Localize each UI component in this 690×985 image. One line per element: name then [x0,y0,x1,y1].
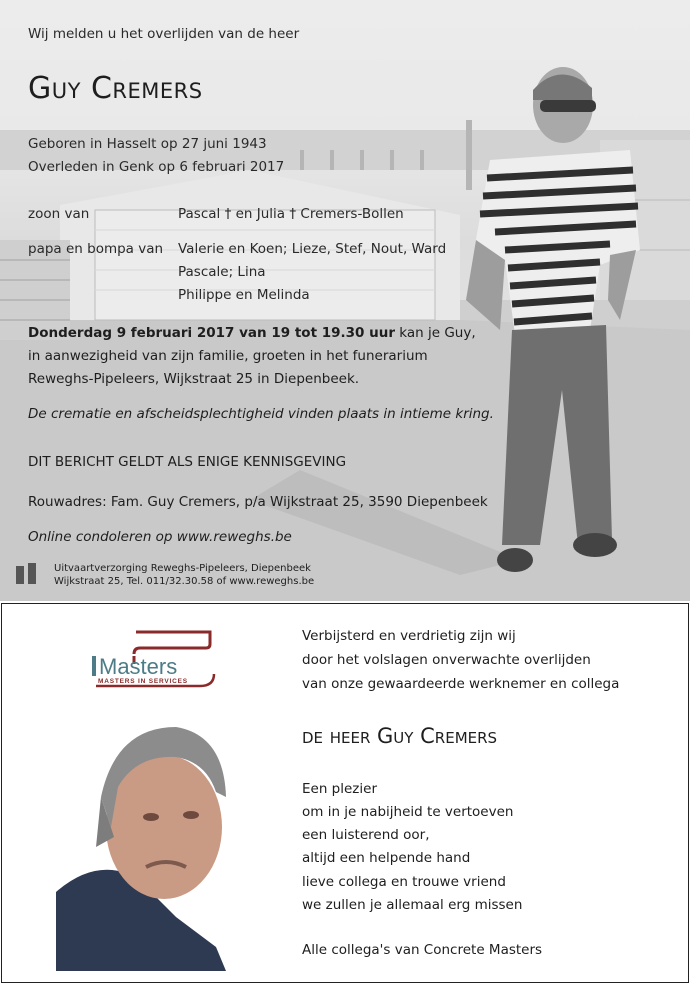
online-condolence: Online condoleren op www.reweghs.be [28,529,292,545]
birth-line: Geboren in Hasselt op 27 juni 1943 [28,136,267,152]
family-names: Pascale; Lina [178,264,266,280]
announcement: DIT BERICHT GELDT ALS ENIGE KENNISGEVING [28,454,347,470]
poem-line: altijd een helpende hand [302,850,471,866]
masters-logo [90,628,230,688]
message-line: Verbijsterd en verdrietig zijn wij [302,628,516,644]
visitation-line [28,325,476,341]
cremation-note: De crematie en afscheidsplechtigheid vinden plaats in intieme kring. [28,406,494,422]
visitation-time: Donderdag 9 februari 2017 van 19 tot 19.30 uur [28,325,395,341]
undertaker-logo-icon [16,563,40,585]
intro-text: Wij melden u het overlijden van de heer [28,26,300,42]
death-line: Overleden in Genk op 6 februari 2017 [28,159,285,175]
colleague-card [1,603,689,983]
portrait-photo [56,717,236,971]
signature-line: Alle collega's van Concrete Masters [302,942,543,958]
visitation-line: Reweghs-Pipeleers, Wijkstraat 25 in Diepenbeek. [28,371,360,387]
deceased-name: Guy Cremers [28,71,203,106]
undertaker-line: Uitvaartverzorging Reweghs-Pipeleers, Diepenbeek [54,563,311,574]
address-line: Rouwadres: Fam. Guy Cremers, p/a Wijkstraat 25, 3590 Diepenbeek [28,494,488,510]
visitation-line: in aanwezigheid van zijn familie, groeten in het funerarium [28,348,428,364]
family-names: Pascal † en Julia † Cremers-Bollen [178,206,404,222]
undertaker-line: Wijkstraat 25, Tel. 011/32.30.58 of www.reweghs.be [54,576,315,587]
poem-line: Een plezier [302,781,378,797]
family-role: zoon van [28,206,90,222]
card-heading: de heer Guy Cremers [302,724,498,748]
poem-line: lieve collega en trouwe vriend [302,874,506,890]
message-line: van onze gewaardeerde werknemer en collega [302,676,620,692]
poem-line: een luisterend oor, [302,827,430,843]
family-names: Valerie en Koen; Lieze, Stef, Nout, Ward [178,241,447,257]
logo-tagline: MASTERS IN SERVICES [98,678,188,685]
visitation-rest: kan je Guy, [395,325,476,341]
logo-wordmark: Masters [99,654,178,679]
family-role: papa en bompa van [28,241,164,257]
poem-line: om in je nabijheid te vertoeven [302,804,514,820]
family-names: Philippe en Melinda [178,287,310,303]
message-line: door het volslagen onverwachte overlijden [302,652,591,668]
poem-line: we zullen je allemaal erg missen [302,897,523,913]
